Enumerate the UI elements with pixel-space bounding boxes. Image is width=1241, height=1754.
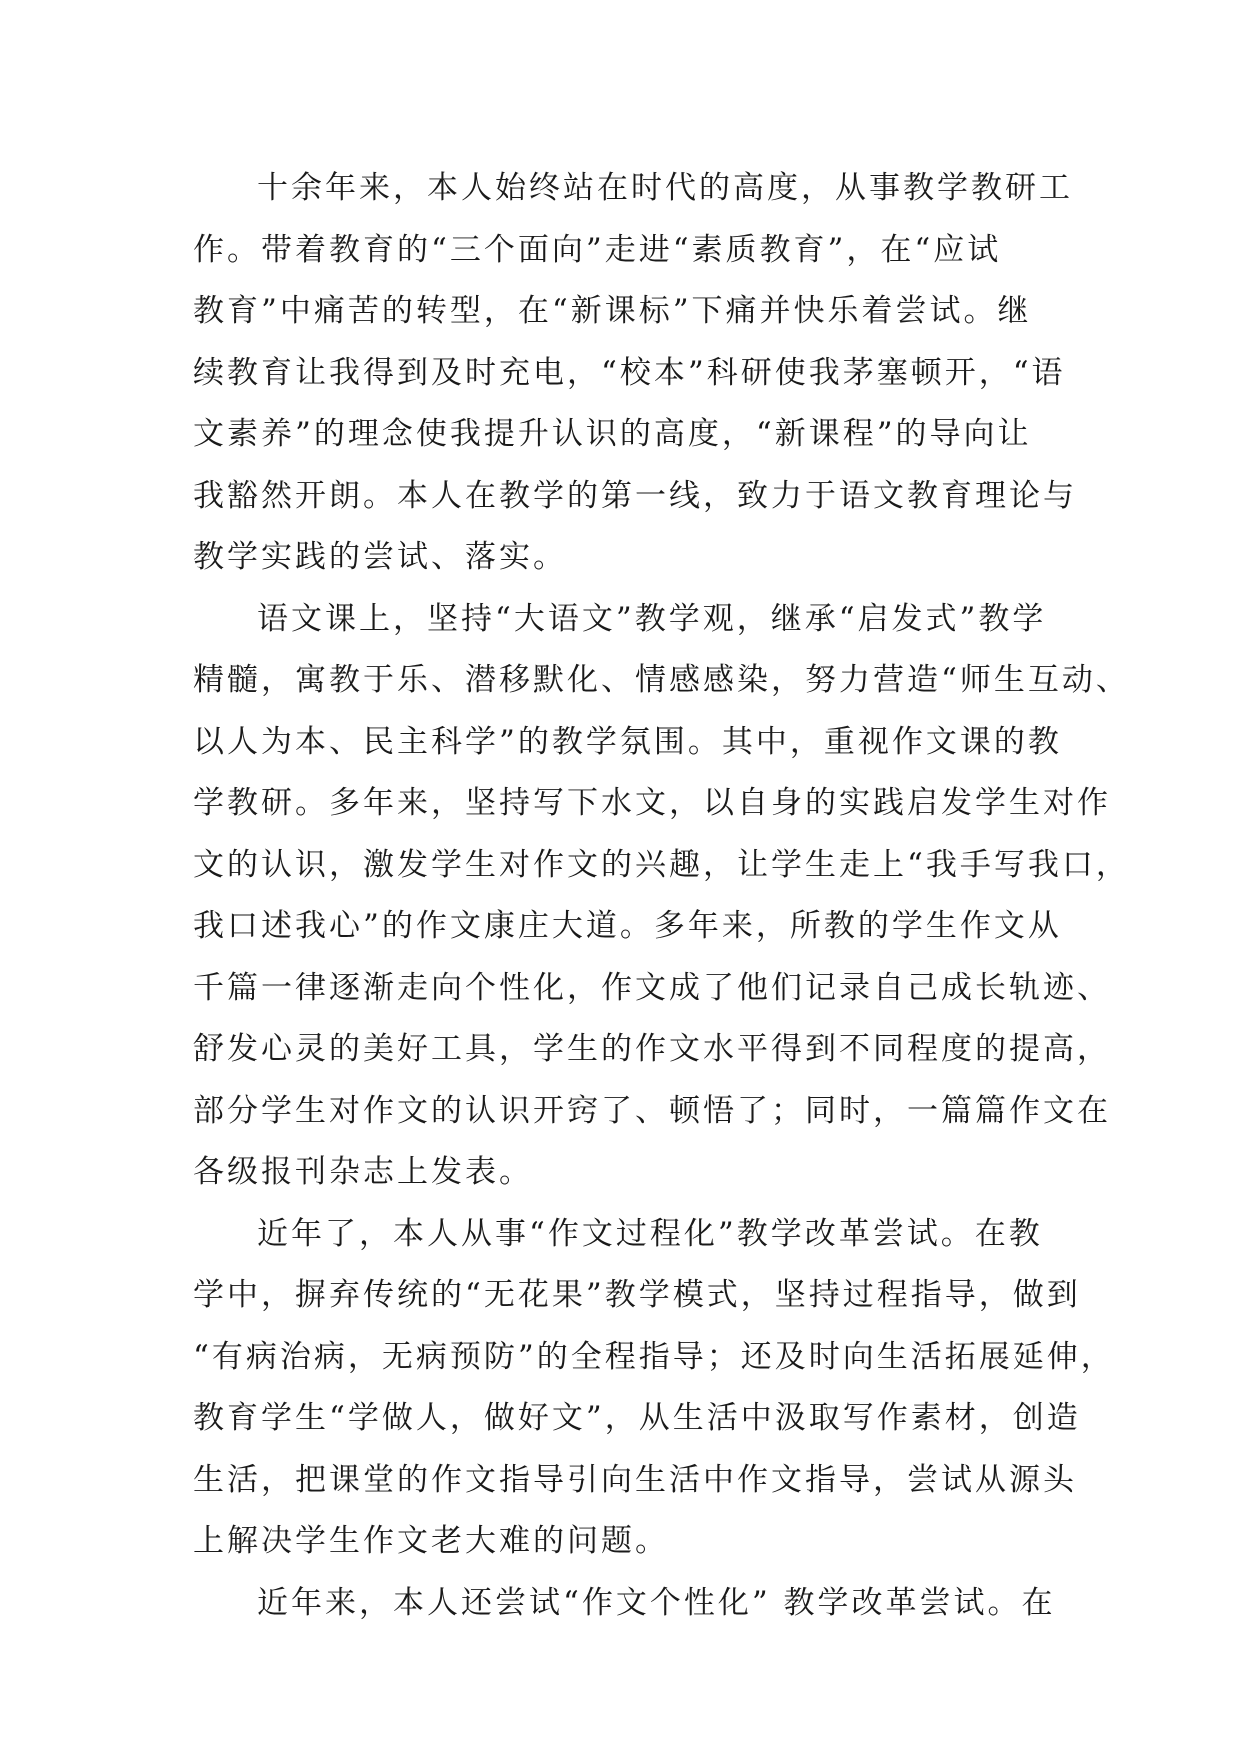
text-line: 舒发心灵的美好工具，学生的作文水平得到不同程度的提高， [193,1031,1111,1067]
paragraph-2 [193,589,1130,1204]
text-line: 生活，把课堂的作文指导引向生活中作文指导，尝试从源头 [193,1461,1077,1498]
text-line: 续教育让我得到及时充电，“校本”科研使我茅塞顿开，“语 [193,354,1066,391]
text-line: 作。带着教育的“三个面向”走进“素质教育”，在“应试 [193,231,1002,268]
text-line: 千篇一律逐渐走向个性化，作文成了他们记录自己成长轨迹、 [193,969,1111,1006]
text-line: 近年来，本人还尝试“作文个性化” 教学改革尝试。在 [257,1584,1056,1621]
text-line: 部分学生对作文的认识开窍了、顿悟了；同时，一篇篇作文在 [193,1092,1111,1129]
paragraph-4 [193,1573,1063,1635]
text-line: 精髓，寓教于乐、潜移默化、情感感染，努力营造“师生互动、 [193,662,1130,698]
text-line: 学教研。多年来，坚持写下水文，以自身的实践启发学生对作 [193,785,1111,821]
text-line: 学中，摒弃传统的“无花果”教学模式，坚持过程指导，做到 [193,1277,1081,1313]
text-line: 我豁然开朗。本人在教学的第一线，致力于语文教育理论与 [193,477,1077,514]
text-line: 上解决学生作文老大难的问题。 [193,1523,669,1559]
text-line: “有病治病，无病预防”的全程指导；还及时向生活拓展延伸， [193,1338,1115,1375]
body-text [193,158,1130,1634]
paragraph-3 [193,1204,1115,1573]
text-line: 各级报刊杂志上发表。 [193,1154,533,1190]
text-line: 十余年来，本人始终站在时代的高度，从事教学教研工 [257,170,1073,206]
text-line: 教育学生“学做人，做好文”，从生活中汲取写作素材，创造 [193,1400,1081,1436]
text-line: 语文课上，坚持“大语文”教学观，继承“启发式”教学 [257,600,1047,637]
text-line: 文的认识，激发学生对作文的兴趣，让学生走上“我手写我口， [193,846,1130,883]
text-line: 近年了，本人从事“作文过程化”教学改革尝试。在教 [257,1215,1043,1252]
text-line: 教育”中痛苦的转型，在“新课标”下痛并快乐着尝试。继 [193,293,1032,329]
text-line: 文素养”的理念使我提升认识的高度，“新课程”的导向让 [193,416,1032,452]
paragraph-1 [193,158,1077,589]
text-line: 我口述我心”的作文康庄大道。多年来，所教的学生作文从 [193,908,1062,944]
text-line: 以人为本、民主科学”的教学氛围。其中，重视作文课的教 [193,723,1062,760]
text-line: 教学实践的尝试、落实。 [193,539,567,575]
